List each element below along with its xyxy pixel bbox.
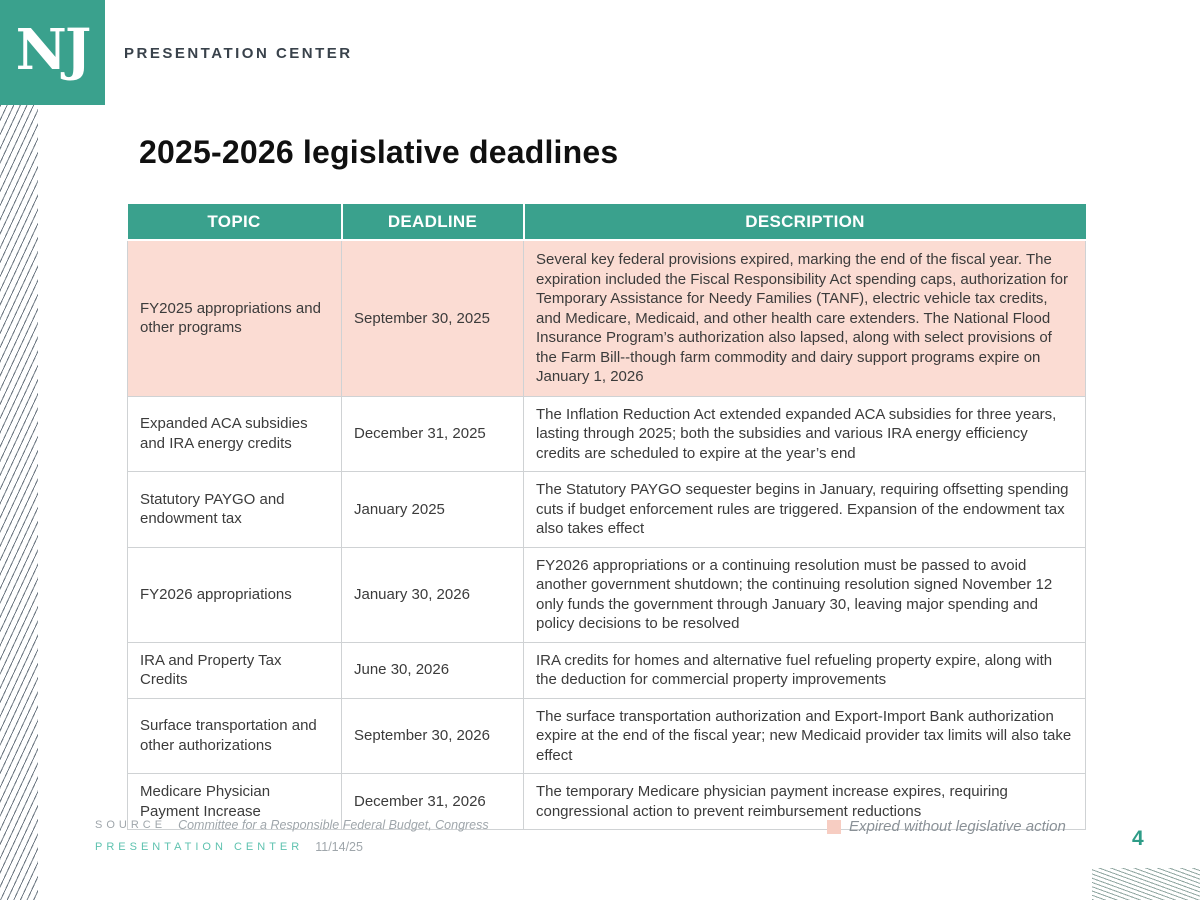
cell-topic: Expanded ACA subsidies and IRA energy credits: [128, 396, 342, 472]
footer: [95, 814, 489, 858]
cell-description: The temporary Medicare physician payment increase expires, requiring congressional action to prevent reimbursement reductions: [524, 774, 1086, 830]
expired-swatch-icon: [827, 820, 841, 834]
cell-topic: FY2026 appropriations: [128, 547, 342, 642]
table-row: [128, 472, 1086, 548]
cell-description: FY2026 appropriations or a continuing resolution must be passed to avoid another government shutdown; the continuing resolution signed November 12 only funds the government through January 30, leaving major spending and policy decisions to be resolved: [524, 547, 1086, 642]
deadlines-table: [127, 204, 1086, 830]
cell-deadline: September 30, 2026: [342, 698, 524, 774]
footer-brand-label: PRESENTATION CENTER: [95, 841, 304, 853]
column-header-deadline: DEADLINE: [342, 204, 524, 240]
nj-logo: [0, 0, 105, 105]
presentation-center-header: PRESENTATION CENTER: [124, 45, 353, 62]
cell-deadline: January 2025: [342, 472, 524, 548]
cell-deadline: December 31, 2026: [342, 774, 524, 830]
source-text: Committee for a Responsible Federal Budget, Congress: [178, 818, 489, 832]
cell-description: The surface transportation authorization and Export-Import Bank authorization expire at the end of the fiscal year; new Medicaid provider tax limits will also take effect: [524, 698, 1086, 774]
table-row: [128, 396, 1086, 472]
source-label: SOURCE: [95, 819, 167, 831]
cell-topic: Statutory PAYGO and endowment tax: [128, 472, 342, 548]
column-header-topic: TOPIC: [128, 204, 342, 240]
legend-label: Expired without legislative action: [849, 818, 1066, 835]
cell-description: The Statutory PAYGO sequester begins in January, requiring offsetting spending cuts if budget enforcement rules are triggered. Expansion of the endowment tax also takes effect: [524, 472, 1086, 548]
table-row: [128, 240, 1086, 396]
bottom-right-hatch-decoration: [1092, 868, 1200, 900]
table-row: [128, 547, 1086, 642]
cell-description: IRA credits for homes and alternative fuel refueling property expire, along with the deduction for commercial property improvements: [524, 642, 1086, 698]
cell-topic: IRA and Property Tax Credits: [128, 642, 342, 698]
nj-logo-text: NJ: [15, 16, 90, 83]
cell-description: Several key federal provisions expired, marking the end of the fiscal year. The expiration included the Fiscal Responsibility Act spending caps, authorization for Temporary Assistance for Needy Families (TANF), electric vehicle tax credits, and Medicare, Medicaid, and other health care extenders. The National Flood Insurance Program’s authorization also lapsed, along with select provisions of the Farm Bill--though farm commodity and dairy support programs expire on January 1, 2026: [524, 240, 1086, 396]
table-row: [128, 642, 1086, 698]
column-header-description: DESCRIPTION: [524, 204, 1086, 240]
cell-topic: FY2025 appropriations and other programs: [128, 240, 342, 396]
legend: [827, 818, 1066, 835]
page-title: 2025-2026 legislative deadlines: [139, 134, 619, 170]
footer-date: 11/14/25: [315, 840, 363, 854]
left-diagonal-hatch-decoration: [0, 105, 38, 900]
cell-deadline: June 30, 2026: [342, 642, 524, 698]
table-row: [128, 698, 1086, 774]
footer-brand-line: [95, 836, 489, 858]
cell-deadline: September 30, 2025: [342, 240, 524, 396]
table-header-row: [128, 204, 1086, 240]
footer-source-line: [95, 814, 489, 836]
page-number: 4: [1132, 827, 1144, 850]
cell-topic: Surface transportation and other authorizations: [128, 698, 342, 774]
cell-description: The Inflation Reduction Act extended expanded ACA subsidies for three years, lasting through 2025; both the subsidies and various IRA energy efficiency credits are scheduled to expire at the year’s end: [524, 396, 1086, 472]
cell-deadline: December 31, 2025: [342, 396, 524, 472]
cell-topic: Medicare Physician Payment Increase: [128, 774, 342, 830]
cell-deadline: January 30, 2026: [342, 547, 524, 642]
